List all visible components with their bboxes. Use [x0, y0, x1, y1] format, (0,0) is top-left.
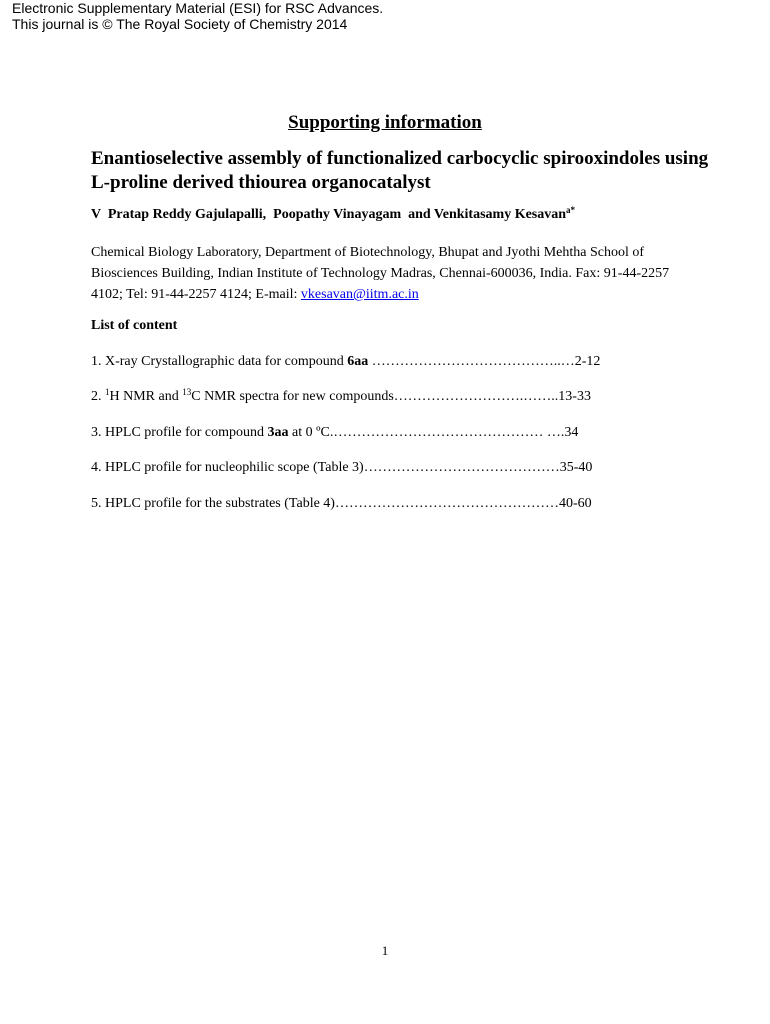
toc-item-5: 5. HPLC profile for the substrates (Table 4)…………………………………………40-60	[91, 496, 592, 511]
toc-item-1-page: …………………………………..…2-12	[368, 354, 601, 369]
toc-heading: List of content	[91, 318, 178, 333]
toc-item-1	[91, 354, 600, 370]
toc-item-2-page: C NMR spectra for new compounds……………………….……..13-33	[191, 389, 591, 404]
toc-item-3-page: at 0 ºC.……………………………………… ….34	[288, 425, 579, 440]
compound-label: 3aa	[267, 425, 289, 440]
header-line-1: Electronic Supplementary Material (ESI) for RSC Advances.	[12, 0, 384, 16]
compound-label: 6aa	[347, 354, 369, 369]
toc-item-2-num: 2.	[91, 389, 105, 404]
journal-header	[12, 0, 383, 32]
toc-item-2	[91, 389, 591, 405]
author-affil-mark: a*	[566, 205, 576, 215]
toc-item-4: 4. HPLC profile for nucleophilic scope (Table 3)……………………………………35-40	[91, 460, 593, 475]
affiliation	[91, 242, 691, 305]
superscript-1: 1	[105, 387, 110, 397]
toc-item-3-text: 3. HPLC profile for compound	[91, 425, 268, 440]
toc-item-2-text: H NMR and	[109, 389, 183, 404]
superscript-13: 13	[182, 387, 192, 397]
page-number: 1	[381, 943, 389, 958]
toc-item-3	[91, 425, 578, 441]
supporting-info-title: Supporting information	[288, 112, 482, 133]
paper-title: Enantioselective assembly of functionalized carbocyclic spirooxindoles using L-proline derived thiourea organocatalyst	[91, 148, 709, 193]
header-line-2: This journal is © The Royal Society of Chemistry 2014	[12, 16, 348, 32]
affiliation-text: Chemical Biology Laboratory, Department of Biotechnology, Bhupat and Jyothi Mehtha School of Biosciences Building, Indian Institute of Technology Madras, Chennai-600036, India. Fax: 91-44-2257 4102; Tel: 91-44-2257 4124; E-mail:	[91, 245, 670, 302]
email-link[interactable]: vkesavan@iitm.ac.in	[300, 287, 419, 302]
toc-item-1-text: 1. X-ray Crystallographic data for compound	[91, 354, 348, 369]
authors-line	[91, 207, 575, 223]
author-names: V Pratap Reddy Gajulapalli, Poopathy Vinayagam and Venkitasamy Kesavan	[91, 207, 567, 222]
